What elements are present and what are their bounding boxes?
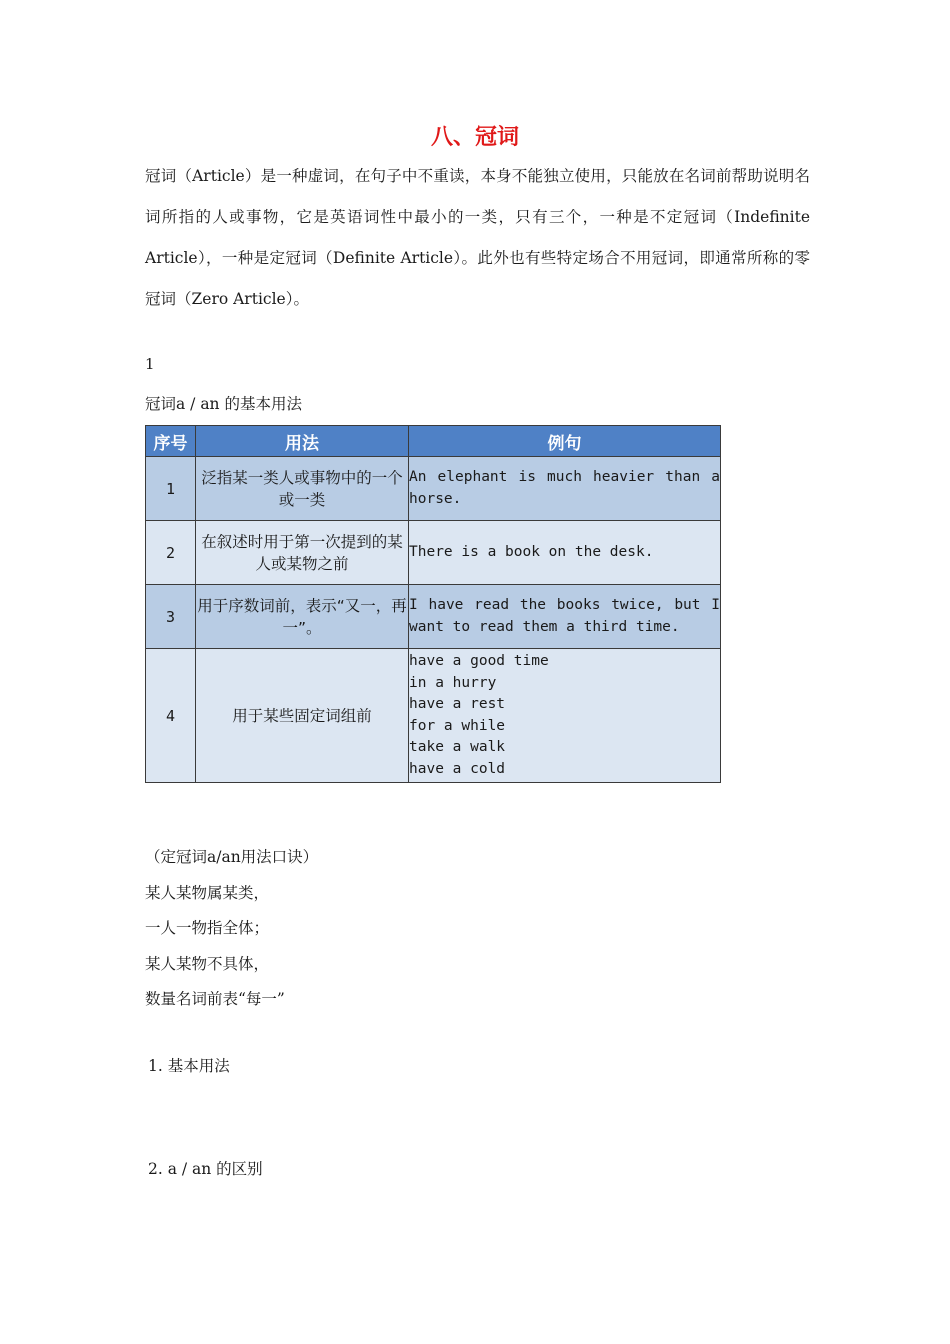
page-title: 八、冠词 (430, 125, 519, 150)
section-number: 1 (145, 355, 155, 373)
phrase-item: take a walk (409, 739, 506, 755)
intro-paragraph: 冠词（Article）是一种虚词，在句子中不重读，本身不能独立使用，只能放在名词前帮助说明名词所指的人或事物，它是英语词性中最小的一类，只有三个，一种是不定冠词（Indefinite Article），一种是定冠词（Definite Article）。此外也有些特定场合不用冠词，即通常所称的零冠词（Zero Article）。 (145, 167, 810, 308)
table-row (146, 521, 721, 585)
rhyme-heading: （定冠词a/an用法口诀） (145, 848, 319, 866)
rhyme-block (145, 840, 318, 1018)
row-index: 2 (146, 521, 196, 585)
phrase-item: have a good time (409, 653, 549, 669)
phrase-item: in a hurry (409, 674, 497, 691)
row-index: 3 (146, 585, 196, 649)
rhyme-line: 某人某物属某类， (145, 883, 270, 902)
table-caption: 冠词a / an 的基本用法 (145, 395, 302, 413)
table-row (146, 649, 721, 783)
row-usage: 用于某些固定词组前 (196, 649, 409, 783)
phrase-item: have a rest (409, 696, 506, 712)
row-index: 1 (146, 457, 196, 521)
header-example: 例句 (409, 426, 721, 457)
rhyme-line: 一人一物指全体； (145, 919, 270, 937)
row-usage: 泛指某一类人或事物中的一个或一类 (196, 457, 409, 521)
rhyme-line: 某人某物不具体， (145, 954, 270, 973)
section-heading-a-an-difference: 2. a / an 的区别 (148, 1160, 263, 1178)
header-usage: 用法 (196, 426, 409, 457)
usage-table (145, 425, 721, 783)
row-usage: 在叙述时用于第一次提到的某人或某物之前 (196, 521, 409, 585)
row-example: I have read the books twice, but I want to read them a third time. (409, 585, 721, 649)
table-row (146, 457, 721, 521)
table-row (146, 585, 721, 649)
rhyme-line: 数量名词前表“每一” (145, 990, 285, 1008)
row-index: 4 (146, 649, 196, 783)
phrase-item: for a while (409, 717, 506, 734)
row-usage: 用于序数词前，表示“又一，再一”。 (196, 585, 409, 649)
section-heading-basic-usage: 1. 基本用法 (148, 1057, 230, 1075)
row-example: There is a book on the desk. (409, 521, 721, 585)
row-example: An elephant is much heavier than a horse. (409, 457, 721, 521)
phrase-item: have a cold (409, 760, 506, 777)
row-example-list (409, 649, 721, 783)
header-index: 序号 (146, 426, 196, 457)
table-header-row (146, 426, 721, 457)
